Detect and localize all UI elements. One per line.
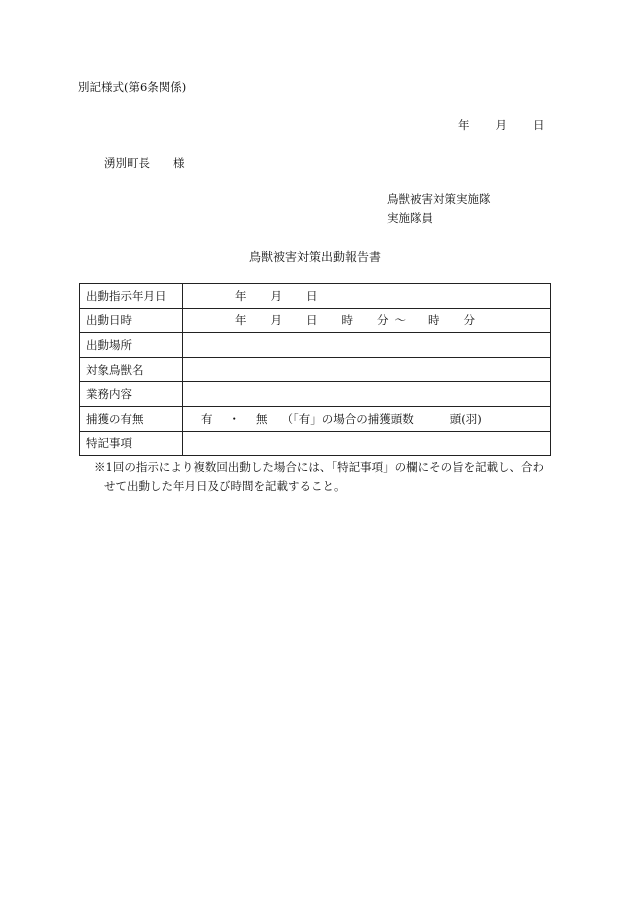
- value-tilde: ～: [394, 313, 406, 328]
- table-row: [80, 357, 551, 382]
- document-title: 鳥獣被害対策出動報告書: [248, 250, 381, 264]
- row-label: 出動日時: [80, 308, 183, 333]
- table-row: [80, 406, 551, 431]
- capture-count-note: （「有」の場合の捕獲頭数: [281, 411, 414, 426]
- submission-date: [458, 120, 545, 132]
- row-label: 捕獲の有無: [80, 406, 183, 431]
- value-day: 日: [306, 288, 318, 303]
- form-label: 別記様式(第6条関係): [78, 80, 187, 94]
- value-hour-end: 時: [428, 313, 440, 328]
- capture-no[interactable]: 無: [256, 411, 268, 426]
- value-year: 年: [235, 288, 247, 303]
- value-hour: 時: [341, 313, 353, 328]
- row-value[interactable]: [183, 406, 551, 431]
- value-month: 月: [270, 313, 282, 328]
- row-value[interactable]: [183, 431, 551, 456]
- value-minute-end: 分: [463, 313, 475, 328]
- table-row: [80, 333, 551, 358]
- value-day: 日: [306, 313, 318, 328]
- member-label: 実施隊員: [387, 211, 433, 225]
- row-label: 業務内容: [80, 382, 183, 407]
- report-table: [79, 283, 551, 456]
- separator-dot: ・: [228, 411, 240, 426]
- capture-unit: 頭(羽): [449, 411, 482, 426]
- date-year: 年: [458, 118, 470, 132]
- table-row: [80, 382, 551, 407]
- date-month: 月: [495, 118, 507, 132]
- addressee: 湧別町長 様: [104, 156, 185, 170]
- row-value[interactable]: [183, 382, 551, 407]
- row-label: 出動指示年月日: [80, 284, 183, 309]
- row-label: 特記事項: [80, 431, 183, 456]
- row-value[interactable]: [183, 333, 551, 358]
- row-label: 対象鳥獣名: [80, 357, 183, 382]
- row-value[interactable]: [183, 284, 551, 309]
- note-line-1: ※1回の指示により複数回出動した場合には、「特記事項」の欄にその旨を記載し、合わ: [94, 460, 545, 474]
- row-label: 出動場所: [80, 333, 183, 358]
- team-name: 鳥獣被害対策実施隊: [387, 192, 491, 206]
- value-month: 月: [270, 288, 282, 303]
- note-line-2: せて出動した年月日及び時間を記載すること。: [104, 479, 346, 493]
- capture-yes[interactable]: 有: [201, 411, 213, 426]
- table-row: [80, 308, 551, 333]
- table-row: [80, 284, 551, 309]
- value-minute: 分: [377, 313, 389, 328]
- row-value[interactable]: [183, 357, 551, 382]
- value-year: 年: [235, 313, 247, 328]
- table-row: [80, 431, 551, 456]
- row-value[interactable]: [183, 308, 551, 333]
- date-day: 日: [533, 118, 545, 132]
